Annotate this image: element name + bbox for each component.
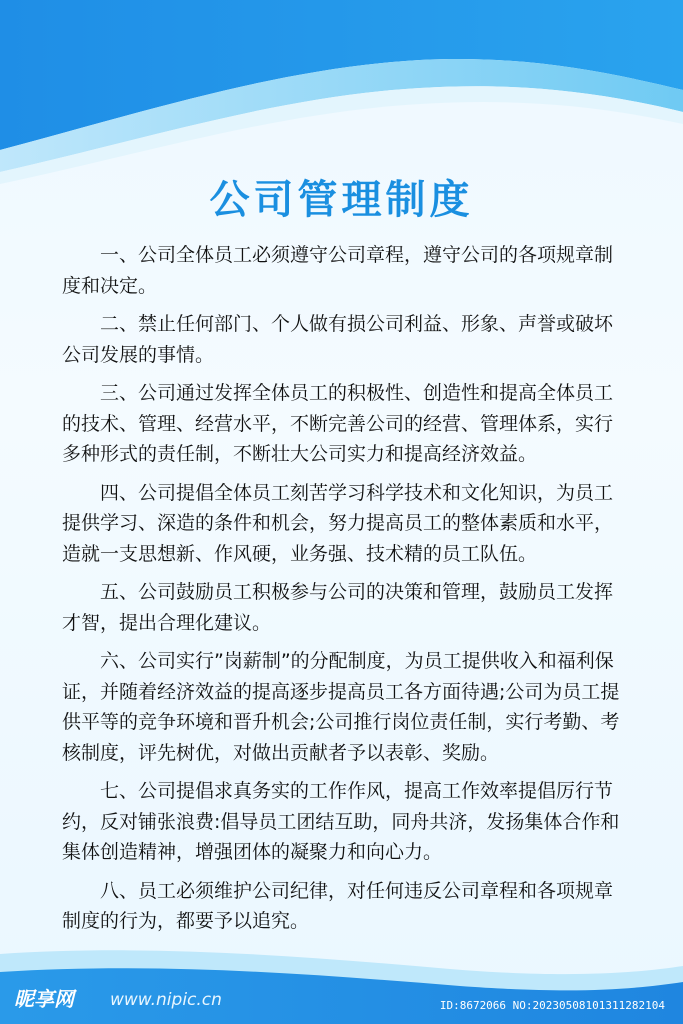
rule-paragraph: 五、公司鼓励员工积极参与公司的决策和管理，鼓励员工发挥才智，提出合理化建议。 (62, 581, 614, 634)
rule-paragraph: 一、公司全体员工必须遵守公司章程，遵守公司的各项规章制度和决定。 (62, 244, 614, 297)
watermark-logo: 昵享网 (14, 987, 74, 1011)
watermark-id: ID:8672066 NO:20230508101311282104 (439, 999, 665, 1012)
watermark-url: www.nipic.cn (110, 990, 222, 1010)
rule-paragraph: 四、公司提倡全体员工刻苦学习科学技术和文化知识，为员工提供学习、深造的条件和机会，努力提高员工的整体素质和水平，造就一支思想新、作风硬，业务强、技术精的员工队伍。 (62, 481, 614, 565)
rule-paragraph: 八、员工必须维护公司纪律，对任何违反公司章程和各项规章制度的行为，都要予以追究。 (62, 879, 614, 932)
rule-paragraph: 二、禁止任何部门、个人做有损公司利益、形象、声誉或破坏公司发展的事情。 (62, 313, 614, 366)
page-title: 公司管理制度 (209, 177, 474, 223)
rules-body (62, 240, 628, 945)
rule-paragraph: 六、公司实行”岗薪制”的分配制度，为员工提供收入和福利保证，并随着经济效益的提高逐步提高员工各方面待遇;公司为员工提供平等的竞争环境和晋升机会;公司推行岗位责任制，实行考勤、考核制度，评先树优，对做出贡献者予以表彰、奖励。 (62, 650, 620, 764)
rule-paragraph: 三、公司通过发挥全体员工的积极性、创造性和提高全体员工的技术、管理、经营水平，不断完善公司的经营、管理体系，实行多种形式的责任制，不断壮大公司实力和提高经济效益。 (62, 382, 614, 465)
rule-paragraph: 七、公司提倡求真务实的工作作风，提高工作效率提倡厉行节约，反对铺张浪费:倡导员工团结互助，同舟共济，发扬集体合作和集体创造精神，增强团体的凝聚力和向心力。 (62, 780, 620, 863)
